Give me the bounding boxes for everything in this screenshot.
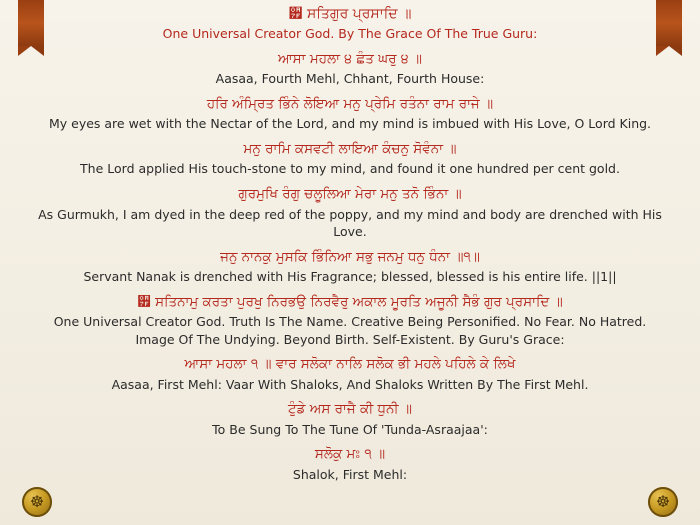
- verse-translation: One Universal Creator God. By The Grace Of The True Guru:: [162, 26, 538, 42]
- verse-block: [38, 50, 662, 88]
- verse-translation: Servant Nanak is drenched with His Fragrance; blessed, blessed is his entire life. ||1||: [83, 269, 617, 285]
- verse-translation: To Be Sung To The Tune Of 'Tunda-Asraajaa':: [212, 421, 488, 437]
- verse-translation: One Universal Creator God. Truth Is The Name. Creative Being Personified. No Fear. No Hatred. Image Of The Undying. Beyond Birth. Self-Existent. By Guru's Grace:: [53, 314, 647, 347]
- verse-translation: My eyes are wet with the Nectar of the Lord, and my mind is imbued with His Love, O Lord King.: [48, 116, 652, 132]
- verse-translation: The Lord applied His touch-stone to my mind, and found it one hundred per cent gold.: [80, 161, 620, 177]
- verse-block: [38, 140, 662, 178]
- verse-gurmukhi: ਆਸਾ ਮਹਲਾ ੪ ਛੰਤ ਘਰੁ ੪ ॥: [277, 50, 422, 67]
- verse-block: [38, 95, 662, 133]
- verse-translation: Aasaa, Fourth Mehl, Chhant, Fourth House:: [215, 71, 485, 87]
- verse-gurmukhi: ੿ ਸਤਿਨਾਮੁ ਕਰਤਾ ਪੁਰਖੁ ਨਿਰਭਉ ਨਿਰਵੈਰੁ ਅਕਾਲ ਮੂਰਤਿ ਅਜੂਨੀ ਸੈਭੰ ਗੁਰ ਪ੍ਰਸਾਦਿ ॥: [137, 293, 563, 310]
- verse-gurmukhi: ਗੁਰਮੁਖਿ ਰੰਗੁ ਚਲੂਲਿਆ ਮੇਰਾ ਮਨੁ ਤਨੋ ਭਿੰਨਾ ॥: [238, 185, 462, 202]
- scripture-content: [0, 4, 700, 490]
- khanda-emblem-right: [648, 487, 678, 517]
- verse-block: [38, 293, 662, 349]
- verse-gurmukhi: ੿ ਸਤਿਗੁਰ ਪ੍ਰਸਾਦਿ ॥: [288, 6, 412, 22]
- emblem-glyph-right: ☸: [655, 492, 671, 511]
- verse-gurmukhi: ਹਰਿ ਅੰਮ੍ਰਿਤ ਭਿੰਨੇ ਲੋਇਆ ਮਨੁ ਪ੍ਰੇਮਿ ਰਤੰਨਾ ਰਾਮ ਰਾਜੇ ॥: [206, 95, 494, 112]
- verse-gurmukhi: ਟੁੰਡੇ ਅਸ ਰਾਜੈ ਕੀ ਧੁਨੀ ॥: [288, 401, 412, 418]
- verse-translation: As Gurmukh, I am dyed in the deep red of the poppy, and my mind and body are drenched with His Love.: [38, 206, 662, 240]
- verse-block: [38, 445, 662, 483]
- verse-block: [38, 248, 662, 286]
- emblem-glyph-left: ☸: [29, 492, 45, 511]
- khanda-emblem-left: [22, 487, 52, 517]
- verse-gurmukhi: ਸਲੋਕੁ ਮਃ ੧ ॥: [314, 446, 386, 463]
- verse-block: [38, 400, 662, 438]
- verse-block: [38, 4, 662, 43]
- verse-translation: Shalok, First Mehl:: [292, 466, 408, 482]
- verse-gurmukhi: ਜਨੁ ਨਾਨਕੁ ਮੁਸਕਿ ਭਿੰਨਿਆ ਸਭੁ ਜਨਮੁ ਧਨੁ ਧੰਨਾ ॥੧॥: [220, 248, 480, 265]
- verse-gurmukhi: ਮਨੁ ਰਾਮਿ ਕਸਵਟੀ ਲਾਇਆ ਕੰਚਨੁ ਸੋਵੰਨਾ ॥: [243, 140, 457, 157]
- verse-block: [38, 185, 662, 241]
- verse-translation: Aasaa, First Mehl: Vaar With Shaloks, And Shaloks Written By The First Mehl.: [111, 376, 589, 392]
- verse-block: [38, 355, 662, 393]
- verse-gurmukhi: ਆਸਾ ਮਹਲਾ ੧ ॥ ਵਾਰ ਸਲੋਕਾ ਨਾਲਿ ਸਲੋਕ ਭੀ ਮਹਲੇ ਪਹਿਲੇ ਕੇ ਲਿਖੇ: [184, 356, 516, 373]
